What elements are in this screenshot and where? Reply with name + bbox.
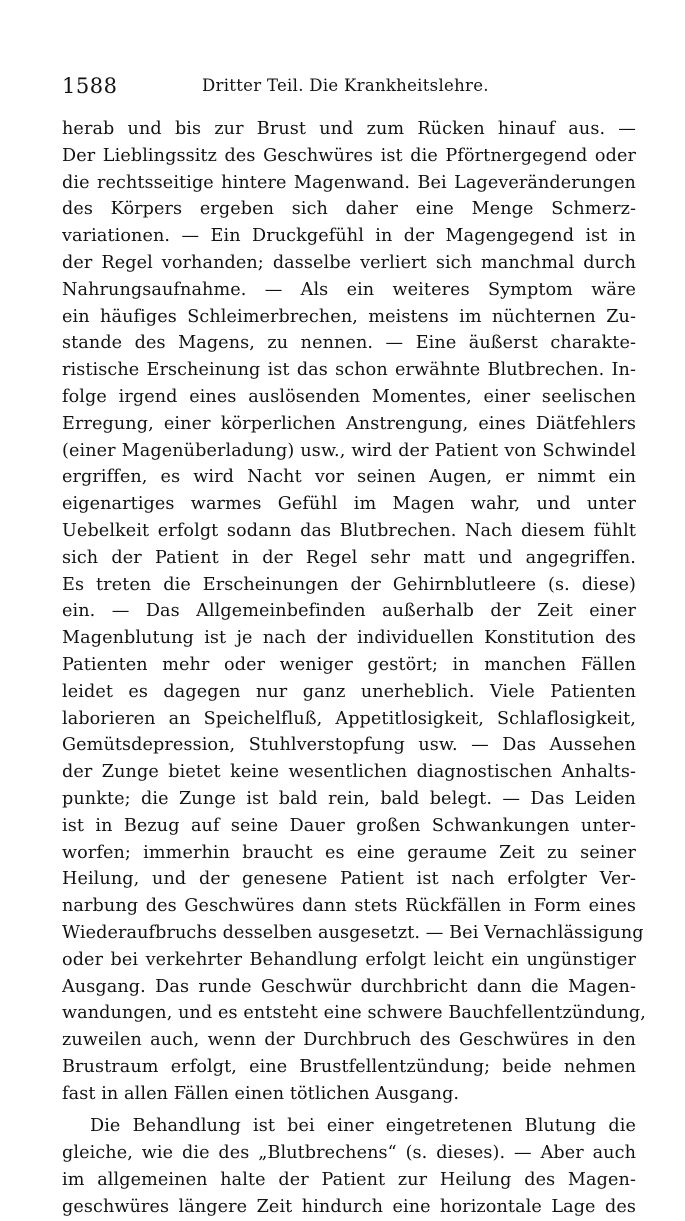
text-line: sich der Patient in der Regel sehr matt und angegriffen.: [62, 547, 636, 568]
text-line: des Körpers ergeben sich daher eine Menge Schmerz-: [62, 199, 636, 220]
text-line: ristische Erscheinung ist das schon erwähnte Blutbrechen. In-: [62, 360, 636, 381]
text-line: Es treten die Erscheinungen der Gehirnblutleere (s. diese): [62, 574, 636, 595]
text-line: Wiederaufbruchs desselben ausgesetzt. — Bei Vernachlässigung: [62, 922, 644, 943]
text-line: gleiche, wie die des „Blutbrechens“ (s. dieses). — Aber auch: [62, 1143, 636, 1164]
page-header: [62, 74, 632, 104]
text-line: Uebelkeit erfolgt sodann das Blutbrechen. Nach diesem fühlt: [62, 520, 636, 541]
text-line: Heilung, und der genesene Patient ist nach erfolgter Ver-: [62, 869, 636, 890]
text-line: eigenartiges warmes Gefühl im Magen wahr, und unter: [62, 494, 636, 515]
text-line: (einer Magenüberladung) usw., wird der Patient von Schwindel: [62, 440, 636, 461]
text-line: Die Behandlung ist bei einer eingetretenen Blutung die: [90, 1116, 636, 1137]
text-line: oder bei verkehrter Behandlung erfolgt leicht ein ungünstiger: [62, 949, 636, 970]
paragraph-2: [62, 1113, 636, 1220]
text-line: ergriffen, es wird Nacht vor seinen Augen, er nimmt ein: [62, 467, 636, 488]
text-line: variationen. — Ein Druckgefühl in der Magengegend ist in: [62, 226, 636, 247]
text-line: Ausgang. Das runde Geschwür durchbricht dann die Magen-: [62, 976, 636, 997]
text-line: ein. — Das Allgemeinbefinden außerhalb der Zeit einer: [62, 601, 636, 622]
text-line: ist in Bezug auf seine Dauer großen Schwankungen unter-: [62, 815, 636, 836]
text-line: Patienten mehr oder weniger gestört; in manchen Fällen: [62, 654, 636, 675]
running-head: Dritter Teil. Die Krankheitslehre.: [202, 76, 489, 95]
text-line: wandungen, und es entsteht eine schwere Bauchfellentzündung,: [62, 1003, 646, 1024]
text-line: Gemütsdepression, Stuhlverstopfung usw. — Das Aussehen: [62, 735, 636, 756]
text-line: stande des Magens, zu nennen. — Eine äußerst charakte-: [62, 333, 636, 354]
text-line: folge irgend eines auslösenden Momentes, einer seelischen: [62, 386, 636, 407]
text-line: worfen; immerhin braucht es eine geraume Zeit zu seiner: [62, 842, 636, 863]
text-line: Nahrungsaufnahme. — Als ein weiteres Symptom wäre: [62, 279, 636, 300]
text-line: die rechtsseitige hintere Magenwand. Bei Lageveränderungen: [62, 172, 636, 193]
text-line: der Zunge bietet keine wesentlichen diagnostischen Anhalts-: [62, 762, 636, 783]
text-line: Der Lieblingssitz des Geschwüres ist die Pförtnergegend oder: [62, 145, 636, 166]
text-line: der Regel vorhanden; dasselbe verliert sich manchmal durch: [62, 252, 636, 273]
text-line: laborieren an Speichelfluß, Appetitlosigkeit, Schlaflosigkeit,: [62, 708, 636, 729]
text-line: narbung des Geschwüres dann stets Rückfällen in Form eines: [62, 896, 636, 917]
body-text: [62, 116, 646, 1221]
text-line: Magenblutung ist je nach der individuellen Konstitution des: [62, 628, 636, 649]
text-line: herab und bis zur Brust und zum Rücken hinauf aus. —: [62, 119, 636, 139]
text-line: ein häufiges Schleimerbrechen, meistens im nüchternen Zu-: [62, 306, 636, 327]
text-line: leidet es dagegen nur ganz unerheblich. Viele Patienten: [62, 681, 636, 702]
text-line: Erregung, einer körperlichen Anstrengung, eines Diätfehlers: [62, 413, 636, 434]
text-line: fast in allen Fällen einen tötlichen Ausgang.: [62, 1083, 460, 1104]
text-line: punkte; die Zunge ist bald rein, bald belegt. — Das Leiden: [62, 788, 636, 809]
page-number: 1588: [62, 74, 118, 98]
paragraph-1: [62, 116, 646, 1107]
text-line: zuweilen auch, wenn der Durchbruch des Geschwüres in den: [62, 1030, 636, 1051]
text-line: im allgemeinen halte der Patient zur Heilung des Magen-: [62, 1170, 636, 1191]
text-line: geschwüres längere Zeit hindurch eine horizontale Lage des: [62, 1196, 636, 1217]
text-line: Brustraum erfolgt, eine Brustfellentzündung; beide nehmen: [62, 1056, 636, 1077]
